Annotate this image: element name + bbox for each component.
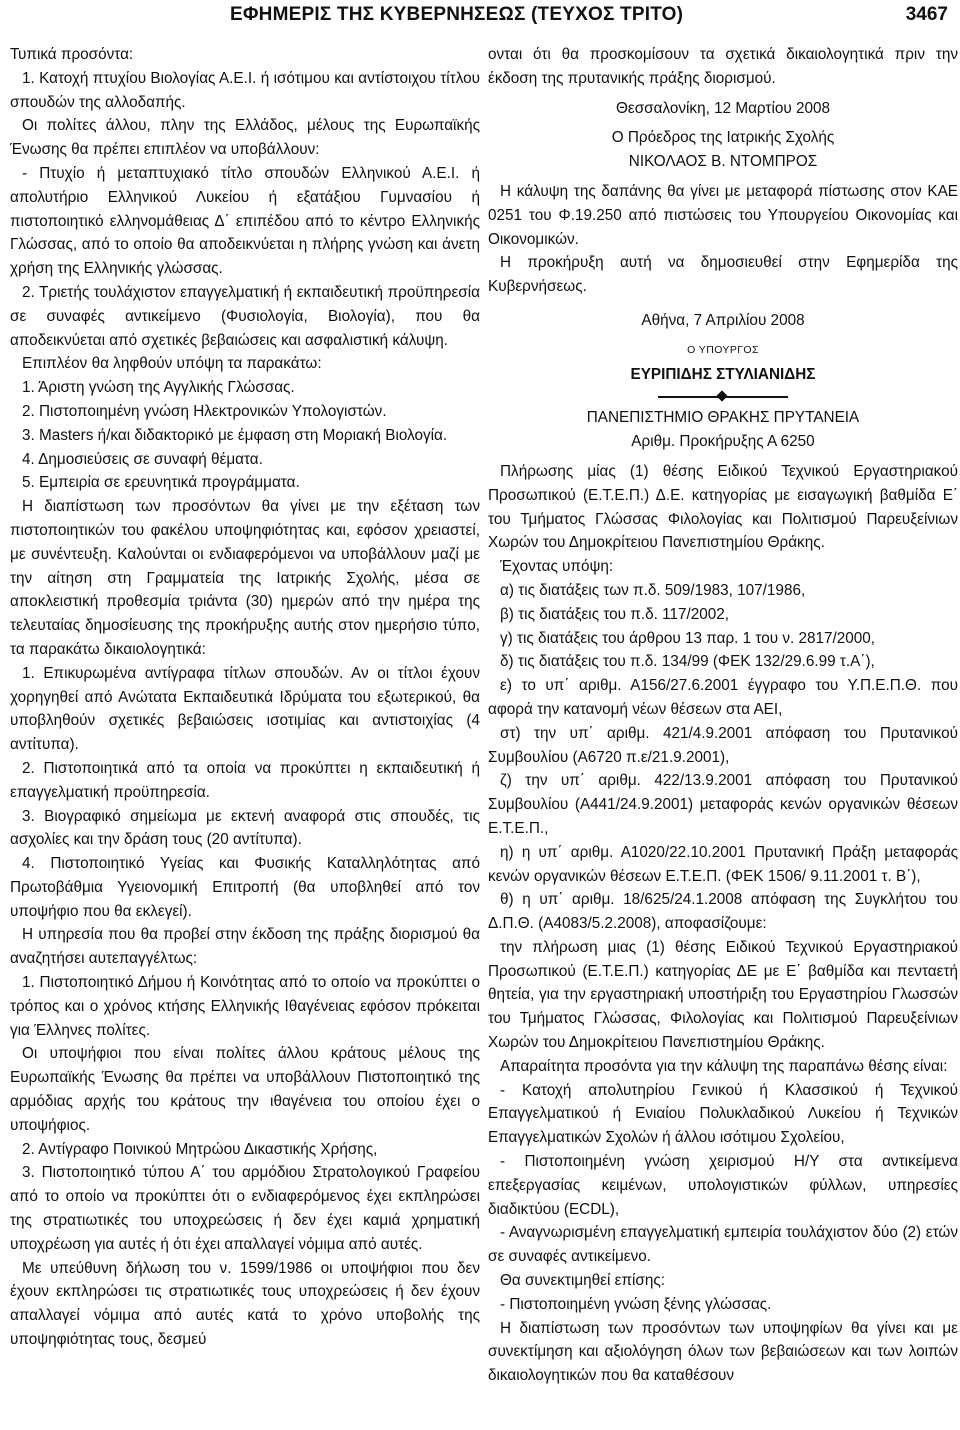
paragraph: 2. Πιστοποιητικά από τα οποία να προκύπτει η εκπαιδευτική ή επαγγελματική προϋπηρεσία. (10, 759, 480, 801)
paragraph: 2. Αντίγραφο Ποινικού Μητρώου Δικαστικής Χρήσης, (22, 1140, 378, 1158)
section-divider (658, 392, 788, 402)
paragraph: Θα συνεκτιμηθεί επίσης: (500, 1272, 665, 1290)
paragraph: 1. Κατοχή πτυχίου Βιολογίας Α.Ε.Ι. ή ισότιμου και αντίστοιχου τίτλου σπουδών της αλλοδαπής. (10, 69, 480, 111)
paragraph: 4. Δημοσιεύσεις σε συναφή θέματα. (22, 450, 263, 468)
paragraph: Η διαπίστωση των προσόντων των υποψηφίων θα γίνει και με συνεκτίμηση και αξιολόγηση όλων των βεβαιώσεων και των λοιπών δικαιολογητικών που θα καταθέσουν (488, 1319, 958, 1385)
paragraph: ε) το υπ΄ αριθμ. Α156/27.6.2001 έγγραφο του Υ.Π.Ε.Π.Θ. που αφορά την κατανομή νέων θέσεων στα ΑΕΙ, (488, 677, 958, 718)
paragraph: θ) η υπ΄ αριθμ. 18/625/24.1.2008 απόφαση της Συγκλήτου του Δ.Π.Θ. (Α4083/5.2.2008), αποφασίζουμε: (488, 891, 958, 933)
paragraph: - Αναγνωρισμένη επαγγελματική εμπειρία τουλάχιστον δύο (2) ετών σε συναφές αντικείμενο. (488, 1224, 958, 1266)
paragraph: Η διαπίστωση των προσόντων θα γίνει με την εξέταση των πιστοποιητικών του φακέλου υποψηφιότητας και, εφόσον χρειαστεί, με συνέντευξη. Καλούνται οι ενδιαφερόμενοι να υποβάλλουν μαζί με την αίτηση στη Γραμματεία της Ιατρικής Σχολής, μέσα σε αποκλειστική προθεσμία τριάντα (30) ημερών από την ημέρα της τελευταίας δημοσίευσης της προκήρυξης αυτής στον ημερήσιο τύπο, τα παρακάτω δικαιολογητικά: (10, 498, 480, 658)
paragraph: την πλήρωση μιας (1) θέσης Ειδικού Τεχνικού Εργαστηριακού Προσωπικού (Ε.Τ.Ε.Π.) κατηγορίας ΔΕ με Ε΄ βαθμίδα και πενταετή θητεία, για την εργαστηριακή υποστήριξη του Εργαστηρίου Γλωσσών του Τμήματος Γλώσσας, Φιλολογίας και Πολιτισμού Παρευξείνιων Χωρών του Δημοκρίτειου Πανεπιστημίου Θράκης. (488, 938, 958, 1052)
section-heading: ΠΑΝΕΠΙΣΤΗΜΙΟ ΘΡΑΚΗΣ ΠΡΥΤΑΝΕΙΑ (586, 409, 860, 427)
header-title: ΕΦΗΜΕΡΙΣ ΤΗΣ ΚΥΒΕΡΝΗΣΕΩΣ (ΤΕΥΧΟΣ ΤΡΙΤΟ) (230, 4, 684, 25)
paragraph: 3. Βιογραφικό σημείωμα με εκτενή αναφορά στις σπουδές, τις ασχολίες και την δράση τους (20 αντίτυπα). (10, 807, 480, 849)
paragraph: 5. Εμπειρία σε ερευνητικά προγράμματα. (22, 474, 300, 492)
signer-name: ΝΙΚΟΛΑΟΣ Β. ΝΤΟΜΠΡΟΣ (628, 153, 818, 171)
page-number: 3467 (905, 4, 948, 25)
paragraph: Επιπλέον θα ληφθούν υπόψη τα παρακάτω: (22, 355, 322, 373)
place-date: Θεσσαλονίκη, 12 Μαρτίου 2008 (616, 99, 830, 117)
signer-title: Ο Πρόεδρος της Ιατρικής Σχολής (611, 129, 835, 147)
paragraph: 3. Πιστοποιητικό τύπου Α΄ του αρμόδιου Στρατολογικού Γραφείου από το οποίο να προκύπτει ότι ο ενδιαφερόμενος έχει εκπληρώσει της στρατιωτικές του υποχρεώσεις ή δεν έχει καμιά χρηματική υποχρέωση για αυτές ή ότι έχει απαλλαγεί νόμιμα από αυτές. (10, 1164, 480, 1253)
right-column (488, 43, 958, 1388)
paragraph: Οι πολίτες άλλου, πλην της Ελλάδος, μέλους της Ευρωπαϊκής Ένωσης θα πρέπει επιπλέον να υποβάλλουν: (10, 117, 480, 159)
paragraph: - Πιστοποιημένη γνώση χειρισμού Η/Υ στα αντικείμενα επεξεργασίας κειμένων, υπολογιστικών φύλλων, υπηρεσίες διαδικτύου (ECDL), (488, 1153, 958, 1218)
paragraph: 1. Πιστοποιητικό Δήμου ή Κοινότητας από το οποίο να προκύπτει ο τρόπος και ο χρόνος κτήσης Ελληνικής Ιθαγένειας εφόσον πρόκειται για Έλληνες πολίτες. (10, 974, 480, 1039)
paragraph: Απαραίτητα προσόντα για την κάλυψη της παραπάνω θέσης είναι: (500, 1057, 948, 1075)
paragraph: 2. Τριετής τουλάχιστον επαγγελματική ή εκπαιδευτική προϋπηρεσία σε συναφές αντικείμενο (Φυσιολογία, Βιολογία), που θα αποδεικνύεται από σχετικές βεβαιώσεις και ασφαλιστική κάλυψη. (10, 283, 480, 349)
paragraph: - Πιστοποιημένη γνώση ξένης γλώσσας. (500, 1295, 772, 1313)
paragraph: Με υπεύθυνη δήλωση του ν. 1599/1986 οι υποψήφιοι που δεν έχουν εκπληρώσει τις στρατιωτικές τους υποχρεώσεις ή δεν έχουν απαλλαγεί νόμιμα από αυτές κατά το χρόνο υποβολής της υποψηφιότητας τους, δεσμεύ (10, 1259, 480, 1349)
paragraph: ζ) την υπ΄ αριθμ. 422/13.9.2001 απόφαση του Πρυτανικού Συμβουλίου (Α441/24.9.2001) μεταφοράς κενών οργανικών θέσεων Ε.Τ.Ε.Π., (488, 772, 958, 837)
paragraph: στ) την υπ΄ αριθμ. 421/4.9.2001 απόφαση του Πρυτανικού Συμβουλίου (Α6720 π.ε/21.9.2001), (488, 724, 958, 766)
paragraph: Οι υποψήφιοι που είναι πολίτες άλλου κράτους μέλους της Ευρωπαϊκής Ένωσης θα πρέπει να υποβάλλουν Πιστοποιητικό της αρμόδιας αρχής του κράτους την ιθαγένεια του οποίου έχει ο υποψήφιος. (10, 1045, 480, 1134)
minister-name: ΕΥΡΙΠΙΔΗΣ ΣΤΥΛΙΑΝΙΔΗΣ (630, 365, 816, 383)
paragraph: 4. Πιστοποιητικό Υγείας και Φυσικής Καταλληλότητας από Πρωτοβάθμια Υγειονομική Επιτροπή (θα υποβληθεί από τον υποψήφιο που θα εκλεγεί). (10, 855, 480, 920)
paragraph: ονται ότι θα προσκομίσουν τα σχετικά δικαιολογητικά πριν την έκδοση της πρυτανικής πράξης διορισμού. (488, 46, 958, 87)
paragraph: - Πτυχίο ή μεταπτυχιακό τίτλο σπουδών Ελληνικού Α.Ε.Ι. ή απολυτήριο Ελληνικού Λυκείου ή εξατάξιου Γυμνασίου ή πιστοποιητικό ελληνομάθειας Δ΄ επιπέδου από το κέντρο Ελληνικής Γλώσσας, από το οποίο θα αποδεικνύεται η πλήρης γνώση και άνετη χρήση της Ελληνικής γλώσσας. (10, 164, 480, 278)
paragraph: Έχοντας υπόψη: (500, 558, 614, 576)
paragraph: 3. Masters ή/και διδακτορικό με έμφαση στη Μοριακή Βιολογία. (22, 426, 448, 444)
paragraph: 1. Άριστη γνώση της Αγγλικής Γλώσσας. (22, 379, 295, 397)
announcement-number: Αριθμ. Προκήρυξης Α 6250 (631, 433, 815, 451)
paragraph: 1. Επικυρωμένα αντίγραφα τίτλων σπουδών. Αν οι τίτλοι έχουν χορηγηθεί από Ανώτατα Εκπαιδευτικά Ιδρύματα του εξωτερικού, θα υποβληθούν σχετικές βεβαιώσεις ισοτιμίας και αντιστοιχίας (4 αντίτυπα). (10, 664, 480, 754)
place-date: Αθήνα, 7 Απριλίου 2008 (641, 311, 805, 329)
page-header (0, 2, 960, 32)
minister-label: Ο ΥΠΟΥΡΓΟΣ (687, 343, 759, 356)
diamond-icon (716, 391, 727, 402)
paragraph: δ) τις διατάξεις του π.δ. 134/99 (ΦΕΚ 132/29.6.99 τ.Α΄), (500, 653, 875, 671)
paragraph: η) η υπ΄ αριθμ. Α1020/22.10.2001 Πρυτανική Πράξη μεταφοράς κενών οργανικών θέσεων Ε.Τ.Ε.Π. (ΦΕΚ 1506/ 9.11.2001 τ. Β΄), (488, 843, 958, 885)
paragraph: - Κατοχή απολυτηρίου Γενικού ή Κλασσικού ή Τεχνικού Επαγγελματικού ή Ενιαίου Πολυκλαδικού Λυκείου ή Τεχνικών Επαγγελματικών Σχολών ή άλλου ισότιμου Σχολείου, (488, 1081, 958, 1147)
paragraph: β) τις διατάξεις του π.δ. 117/2002, (500, 605, 730, 623)
paragraph: Τυπικά προσόντα: (10, 46, 134, 63)
paragraph: Πλήρωσης μίας (1) θέσης Ειδικού Τεχνικού Εργαστηριακού Προσωπικού (Ε.Τ.Ε.Π.) Δ.Ε. κατηγορίας με εισαγωγική βαθμίδα Ε΄ του Τμήματος Γλώσσας Φιλολογίας και Πολιτισμού Παρευξείνιων Χωρών του Δημοκρίτειου Πανεπιστημίου Θράκης. (488, 462, 958, 552)
paragraph: α) τις διατάξεις των π.δ. 509/1983, 107/1986, (500, 581, 806, 599)
paragraph: Η κάλυψη της δαπάνης θα γίνει με μεταφορά πίστωσης στον ΚΑΕ 0251 του Φ.19.250 από πιστώσεις του Υπουργείου Οικονομίας και Οικονομικών. (488, 182, 958, 248)
left-column (10, 43, 480, 1352)
paragraph: 2. Πιστοποιημένη γνώση Ηλεκτρονικών Υπολογιστών. (22, 402, 387, 420)
paragraph: Η υπηρεσία που θα προβεί στην έκδοση της πράξης διορισμού θα αναζητήσει αυτεπαγγέλτως: (10, 926, 480, 968)
paragraph: Η προκήρυξη αυτή να δημοσιευθεί στην Εφημερίδα της Κυβερνήσεως. (488, 254, 958, 296)
paragraph: γ) τις διατάξεις του άρθρου 13 παρ. 1 του ν. 2817/2000, (500, 629, 876, 647)
